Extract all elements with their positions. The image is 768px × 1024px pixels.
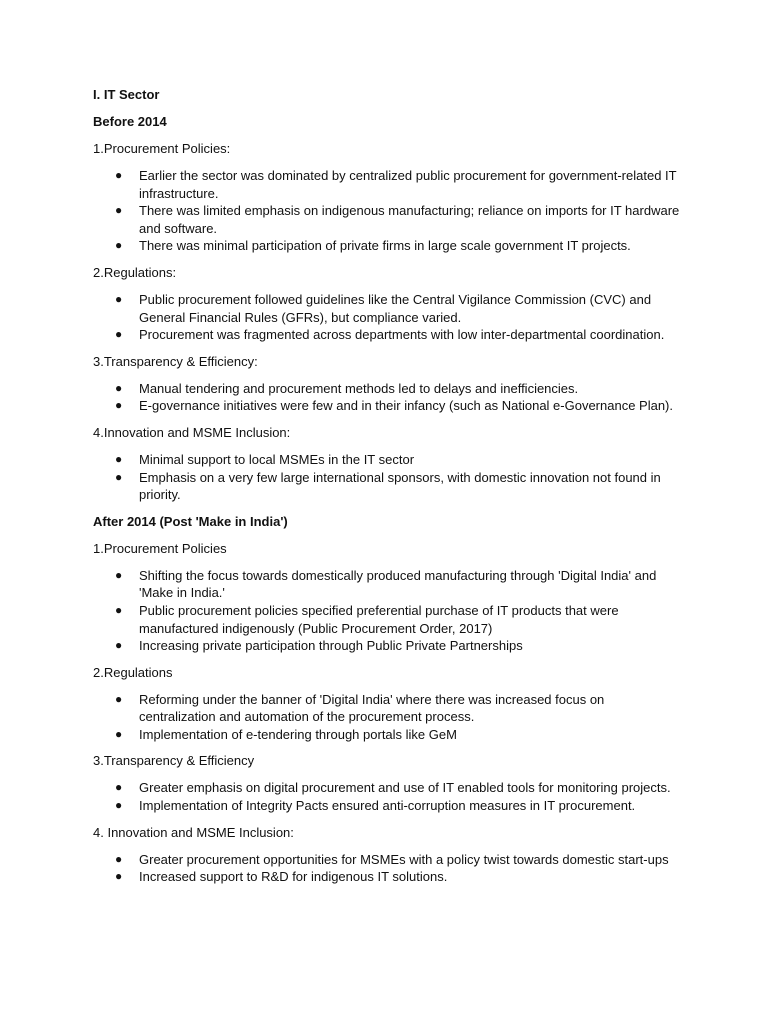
- bullet-list: [93, 691, 683, 744]
- list-item: [93, 797, 683, 815]
- bullet-icon: ●: [115, 291, 123, 306]
- list-item-text: Increased support to R&D for indigenous IT solutions.: [139, 869, 448, 885]
- list-item: [93, 567, 683, 602]
- bullet-icon: ●: [115, 638, 123, 653]
- list-item: [93, 397, 683, 415]
- bullet-list: [93, 567, 683, 655]
- before-section-title: 2.Regulations:: [93, 264, 177, 280]
- bullet-list: [93, 291, 683, 344]
- bullet-icon: ●: [115, 203, 123, 218]
- bullet-list: [93, 779, 683, 814]
- list-item: [93, 469, 683, 504]
- list-item-text: Minimal support to local MSMEs in the IT sector: [139, 451, 415, 467]
- bullet-list: [93, 451, 683, 504]
- list-item: [93, 868, 683, 886]
- list-item: [93, 602, 683, 637]
- list-item-text: Public procurement policies specified preferential purchase of IT products that were manufactured indigenously (Public Procurement Order, 2017): [139, 602, 619, 636]
- list-item-text: Procurement was fragmented across departments with low inter-departmental coordination.: [139, 327, 665, 343]
- bullet-icon: ●: [115, 380, 123, 395]
- list-item: [93, 851, 683, 869]
- bullet-icon: ●: [115, 602, 123, 617]
- document-title: I. IT Sector: [93, 87, 160, 102]
- before-section-title: 3.Transparency & Efficiency:: [93, 353, 258, 369]
- bullet-icon: ●: [115, 238, 123, 253]
- list-item: [93, 691, 683, 726]
- bullet-list: [93, 380, 683, 415]
- bullet-icon: ●: [115, 726, 123, 741]
- list-item-text: There was limited emphasis on indigenous manufacturing; reliance on imports for IT hardware and software.: [139, 203, 680, 236]
- list-item: [93, 291, 683, 326]
- bullet-icon: ●: [115, 851, 123, 866]
- bullet-list: [93, 851, 683, 886]
- bullet-icon: ●: [115, 398, 123, 413]
- list-item-text: Implementation of e-tendering through portals like GeM: [139, 726, 457, 742]
- bullet-icon: ●: [115, 567, 123, 582]
- list-item-text: Greater procurement opportunities for MSMEs with a policy twist towards domestic start-ups: [139, 851, 669, 867]
- bullet-icon: ●: [115, 469, 123, 484]
- document-body: [93, 86, 683, 895]
- bullet-icon: ●: [115, 168, 123, 182]
- after-section-title: 4. Innovation and MSME Inclusion:: [93, 824, 294, 840]
- after-section-title: 3.Transparency & Efficiency: [93, 753, 255, 769]
- list-item: [93, 380, 683, 398]
- list-item: [93, 726, 683, 744]
- list-item-text: Earlier the sector was dominated by centralized public procurement for government-related IT infrastructure.: [139, 168, 677, 201]
- bullet-icon: ●: [115, 327, 123, 342]
- before-section-title: 1.Procurement Policies:: [93, 141, 231, 156]
- list-item-text: Public procurement followed guidelines like the Central Vigilance Commission (CVC) and General Financial Rules (GFRs), but compliance varied.: [139, 291, 652, 325]
- after-section-title: 1.Procurement Policies: [93, 540, 227, 556]
- bullet-icon: ●: [115, 691, 123, 706]
- list-item: [93, 202, 683, 237]
- list-item: [93, 237, 683, 255]
- bullet-icon: ●: [115, 869, 123, 884]
- list-item-text: Implementation of Integrity Pacts ensured anti-corruption measures in IT procurement.: [139, 798, 636, 814]
- bullet-icon: ●: [115, 798, 123, 813]
- before-section-title: 4.Innovation and MSME Inclusion:: [93, 424, 291, 440]
- list-item: [93, 167, 683, 202]
- list-item-text: Increasing private participation through Public Private Partnerships: [139, 638, 523, 654]
- list-item-text: Shifting the focus towards domestically produced manufacturing through 'Digital India' and 'Make in India.': [139, 567, 657, 601]
- list-item: [93, 637, 683, 655]
- after-heading: After 2014 (Post 'Make in India'): [93, 513, 288, 529]
- bullet-icon: ●: [115, 780, 123, 795]
- list-item-text: Manual tendering and procurement methods led to delays and inefficiencies.: [139, 380, 579, 396]
- after-section-title: 2.Regulations: [93, 664, 173, 680]
- list-item-text: E-governance initiatives were few and in their infancy (such as National e-Governance Plan).: [139, 398, 673, 414]
- list-item: [93, 779, 683, 797]
- bullet-icon: ●: [115, 451, 123, 466]
- list-item-text: There was minimal participation of private firms in large scale government IT projects.: [139, 238, 631, 254]
- before-heading: Before 2014: [93, 114, 167, 129]
- list-item-text: Emphasis on a very few large international sponsors, with domestic innovation not found in priority.: [139, 469, 661, 503]
- list-item: [93, 451, 683, 469]
- list-item-text: Reforming under the banner of 'Digital India' where there was increased focus on centralization and automation of the procurement process.: [139, 691, 605, 725]
- list-item: [93, 326, 683, 344]
- list-item-text: Greater emphasis on digital procurement and use of IT enabled tools for monitoring projects.: [139, 780, 671, 796]
- bullet-list: [93, 167, 683, 255]
